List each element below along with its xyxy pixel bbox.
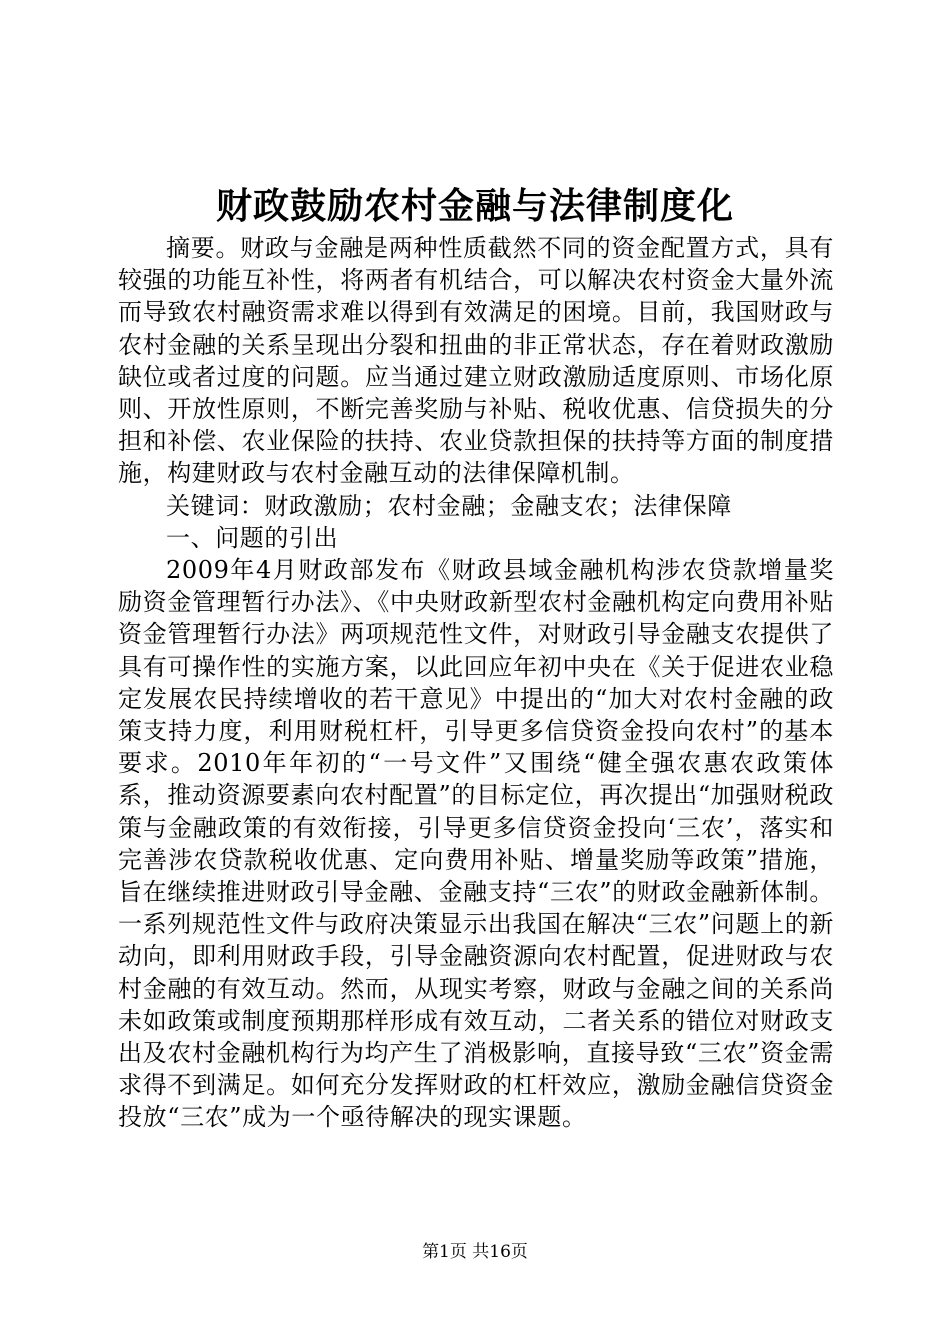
abstract-paragraph: 摘要。财政与金融是两种性质截然不同的资金配置方式，具有较强的功能互补性，将两者有机结合，可以解决农村资金大量外流而导致农村融资需求难以得到有效满足的困境。目前，我国财政与农村金融的关系呈现出分裂和扭曲的非正常状态，存在着财政激励缺位或者过度的问题。应当通过建立财政激励适度原则、市场化原则、开放性原则，不断完善奖励与补贴、税收优惠、信贷损失的分担和补偿、农业保险的扶持、农业贷款担保的扶持等方面的制度措施，构建财政与农村金融互动的法律保障机制。 [118, 234, 834, 488]
section-heading: 一、问题的引出 [166, 523, 339, 552]
document-title: 财政鼓励农村金融与法律制度化 [215, 185, 734, 227]
body-paragraph: 2009年4月财政部发布《财政县域金融机构涉农贷款增量奖励资金管理暂行办法》、《中央财政新型农村金融机构定向费用补贴资金管理暂行办法》两项规范性文件，对财政引导金融支农提供了具有可操作性的实施方案，以此回应年初中央在《关于促进农业稳定发展农民持续增收的若干意见》中提出的“加大对农村金融的政策支持力度，利用财税杠杆，引导更多信贷资金投向农村”的基本要求。2010年年初的“一号文件”又围绕“健全强农惠农政策体系，推动资源要素向农村配置”的目标定位，再次提出“加强财税政策与金融政策的有效衔接，引导更多信贷资金投向‘三农’，落实和完善涉农贷款税收优惠、定向费用补贴、增量奖励等政策”措施，旨在继续推进财政引导金融、金融支持“三农”的财政金融新体制。一系列规范性文件与政府决策显示出我国在解决“三农”问题上的新动向，即利用财政手段，引导金融资源向农村配置，促进财政与农村金融的有效互动。然而，从现实考察，财政与金融之间的关系尚未如政策或制度预期那样形成有效互动，二者关系的错位对财政支出及农村金融机构行为均产生了消极影响，直接导致“三农”资金需求得不到满足。如何充分发挥财政的杠杆效应，激励金融信贷资金投放“三农”成为一个亟待解决的现实课题。 [118, 556, 834, 1132]
page-footer: 第1页 共16页 [422, 1242, 528, 1262]
keywords-paragraph: 关键词：财政激励；农村金融；金融支农；法律保障 [166, 491, 732, 520]
document-body [118, 232, 834, 1134]
